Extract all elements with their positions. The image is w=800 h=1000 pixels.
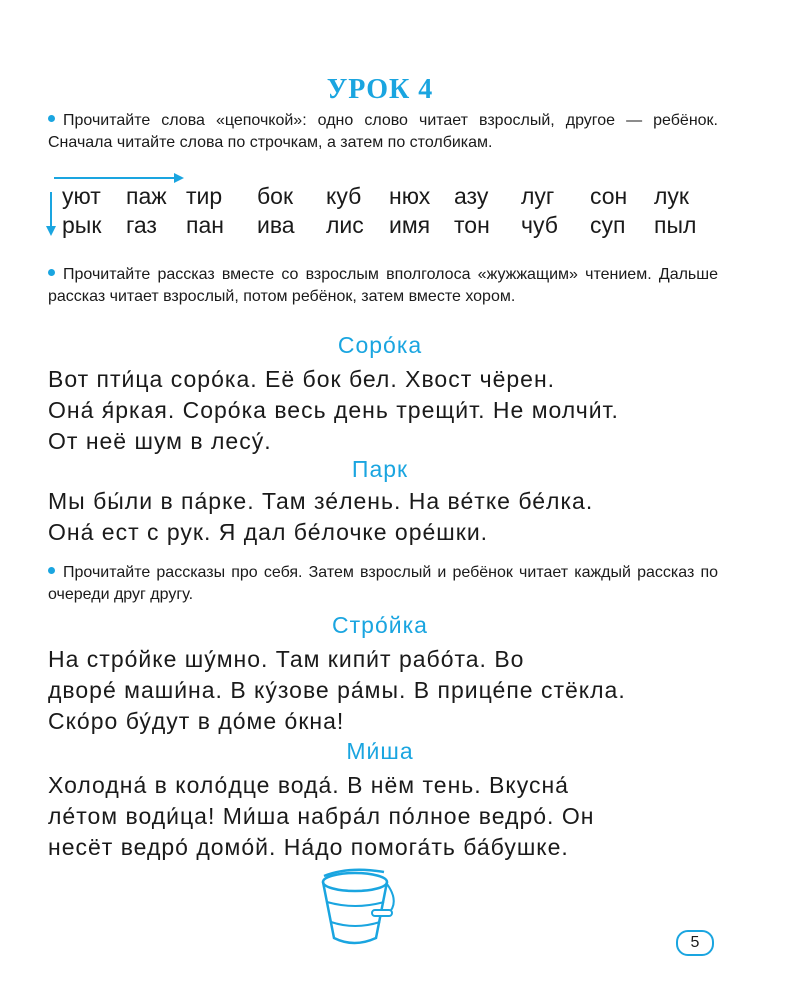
story-text: Вот пти́ца соро́ка. Её бок бел. Хвост чёрен. Она́ я́ркая. Соро́ка весь день трещи́т. Не молчи́т. От неё шум в лесу́. [48, 366, 619, 454]
word: рык [62, 212, 102, 238]
word: ива [257, 212, 295, 238]
page-number: 5 [676, 930, 714, 956]
story-title: Стро́йка [332, 612, 428, 638]
word: суп [590, 212, 626, 238]
story-title: Ми́ша [346, 738, 414, 764]
bullet-icon [48, 567, 55, 574]
arrow-right-icon [54, 173, 184, 183]
instruction-2-text: Прочитайте рассказ вместе со взрослым вполголоса «жужжащим» чтением. Дальше рассказ читает взрослый, потом ребёнок, затем вместе хором. [48, 266, 718, 305]
instruction-1-text: Прочитайте слова «цепочкой»: одно слово читает взрослый, другое — ребёнок. Сначала читайте слова по строчкам, а затем по столбикам. [48, 112, 718, 151]
story-title: Парк [351, 456, 409, 482]
word: лис [326, 212, 364, 238]
story-text: Холодна́ в коло́дце вода́. В нём тень. Вкусна́ ле́том води́ца! Ми́ша набра́л по́лное ведро́. Он несёт ведро́ домо́й. На́до помога́ть ба́бушке. [48, 772, 595, 860]
story-title: Соро́ка [337, 332, 423, 358]
word: паж [126, 183, 167, 209]
instruction-3 [48, 562, 718, 606]
word: тон [454, 212, 490, 238]
instruction-1 [48, 110, 718, 154]
word: газ [126, 212, 157, 238]
word: пан [186, 212, 224, 238]
instruction-2 [48, 264, 718, 308]
word: сон [590, 183, 628, 209]
word: лук [654, 183, 689, 209]
bullet-icon [48, 115, 55, 122]
word: тир [186, 183, 223, 209]
word: имя [389, 212, 431, 238]
word: бок [257, 183, 294, 209]
word: куб [326, 183, 362, 209]
arrow-down-icon [46, 192, 56, 236]
word: чуб [521, 212, 558, 238]
word: пыл [654, 212, 697, 238]
bucket-icon [314, 862, 404, 952]
story-text: На стро́йке шу́мно. Там кипи́т рабо́та. Во дворе́ маши́на. В ку́зове ра́мы. В прице́пе стёкла. Ско́ро бу́дут в до́ме о́кна! [48, 646, 626, 734]
bullet-icon [48, 269, 55, 276]
word: азу [454, 183, 489, 209]
word: луг [521, 183, 555, 209]
word: уют [62, 183, 101, 209]
lesson-title: УРОК 4 [326, 74, 434, 105]
word: нюх [389, 183, 431, 209]
story-text: Мы бы́ли в па́рке. Там зе́лень. На ве́тке бе́лка. Она́ ест с рук. Я дал бе́лочке оре́шки. [48, 488, 594, 545]
instruction-3-text: Прочитайте рассказы про себя. Затем взрослый и ребёнок читает каждый рассказ по очереди друг другу. [48, 564, 718, 603]
